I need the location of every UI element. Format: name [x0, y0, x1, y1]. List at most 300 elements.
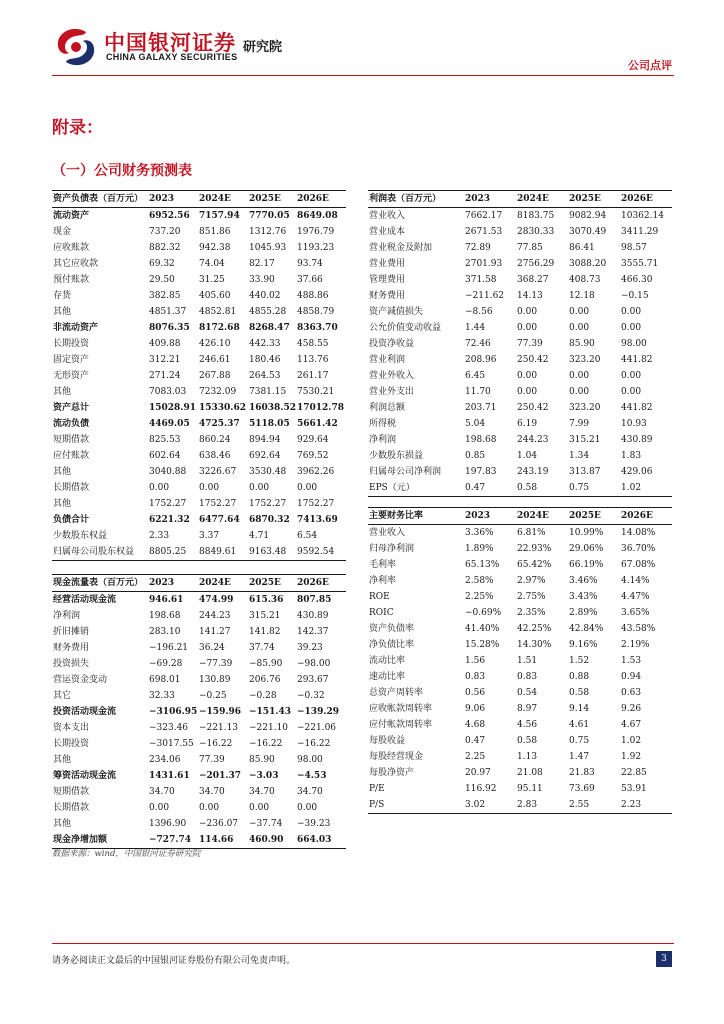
- value-cell: 77.39: [517, 339, 543, 349]
- appendix-title: 附录：: [52, 118, 103, 138]
- row-label: 应付账款: [53, 451, 90, 461]
- value-cell: 0.00: [249, 483, 270, 493]
- value-cell: 203.71: [465, 403, 497, 413]
- value-cell: −159.96: [199, 707, 241, 717]
- row-label: 营业税金及附加: [369, 243, 433, 253]
- table-row: [52, 224, 346, 240]
- value-cell: 9592.54: [296, 544, 346, 561]
- value-cell: 7.99: [569, 419, 590, 429]
- value-cell: 2.55: [568, 797, 620, 814]
- value-cell: −0.32: [297, 691, 325, 701]
- row-label: 应收账款: [53, 243, 90, 253]
- value-cell: 22.85: [621, 768, 647, 778]
- value-cell: 3070.49: [569, 227, 607, 237]
- value-cell: 430.89: [297, 611, 329, 621]
- table-row: [52, 640, 346, 656]
- value-cell: 440.02: [249, 291, 281, 301]
- row-label: 营业利润: [369, 355, 406, 365]
- value-cell: 0.58: [517, 736, 538, 746]
- value-cell: 0.00: [149, 483, 170, 493]
- value-cell: −236.07: [199, 819, 239, 829]
- value-cell: 1045.93: [249, 243, 287, 253]
- row-label: 现金净增加额: [52, 832, 148, 849]
- value-cell: 488.86: [297, 291, 329, 301]
- row-label: 折旧摊销: [53, 627, 90, 637]
- value-cell: 0.00: [517, 307, 538, 317]
- value-cell: 313.87: [569, 467, 601, 477]
- year-header-cell: 2026E: [620, 191, 672, 208]
- value-cell: −221.10: [249, 723, 289, 733]
- value-cell: 323.20: [569, 403, 601, 413]
- row-label: 营运资金变动: [53, 675, 108, 685]
- value-cell: 0.88: [569, 672, 590, 682]
- value-cell: 429.06: [621, 467, 653, 477]
- value-cell: −0.15: [621, 291, 649, 301]
- value-cell: −8.56: [465, 307, 493, 317]
- table-row: [52, 672, 346, 688]
- row-label: 管理费用: [369, 275, 406, 285]
- table-row: [368, 685, 672, 701]
- cash-flow-table: [52, 574, 346, 849]
- value-cell: 264.53: [249, 371, 281, 381]
- value-cell: 93.74: [297, 259, 323, 269]
- value-cell: 602.64: [149, 451, 181, 461]
- value-cell: 31.25: [199, 275, 225, 285]
- row-label: 每股经营现金: [369, 752, 424, 762]
- value-cell: 0.00: [199, 483, 220, 493]
- value-cell: 466.30: [621, 275, 653, 285]
- row-label: P/S: [368, 797, 464, 814]
- value-cell: 244.23: [517, 435, 549, 445]
- value-cell: 4.14%: [621, 576, 650, 586]
- value-cell: 692.64: [249, 451, 281, 461]
- table-row: [52, 272, 346, 288]
- row-label: 流动资产: [53, 211, 90, 221]
- year-header-cell: 2025E: [248, 575, 296, 592]
- table-row: [52, 720, 346, 736]
- value-cell: −221.06: [297, 723, 337, 733]
- row-label: 长期借款: [53, 803, 90, 813]
- brand-name-en: CHINA GALAXY SECURITIES: [106, 52, 238, 62]
- value-cell: 246.61: [199, 355, 231, 365]
- table-row: [52, 624, 346, 640]
- value-cell: 6221.32: [149, 515, 190, 525]
- value-cell: 197.83: [465, 467, 497, 477]
- value-cell: 3530.48: [249, 467, 287, 477]
- value-cell: 198.68: [465, 435, 497, 445]
- value-cell: 0.83: [517, 672, 538, 682]
- table-row: [368, 541, 672, 557]
- value-cell: 3.36%: [465, 528, 494, 538]
- value-cell: 293.67: [297, 675, 329, 685]
- table-row: [52, 480, 346, 496]
- table-row: [52, 512, 346, 528]
- value-cell: 860.24: [199, 435, 231, 445]
- table-row: [52, 464, 346, 480]
- value-cell: 15028.91: [149, 403, 196, 413]
- value-cell: 208.96: [465, 355, 497, 365]
- value-cell: 807.85: [297, 595, 332, 605]
- value-cell: 315.21: [249, 611, 281, 621]
- value-cell: 3226.67: [199, 467, 237, 477]
- value-cell: 6.81%: [517, 528, 546, 538]
- value-cell: 8363.70: [297, 323, 338, 333]
- table-row: [52, 656, 346, 672]
- value-cell: 5.04: [465, 419, 486, 429]
- value-cell: −4.53: [297, 771, 327, 781]
- row-label: P/E: [369, 784, 385, 794]
- value-cell: 2671.53: [465, 227, 503, 237]
- table-row: [368, 557, 672, 573]
- value-cell: 2.89%: [569, 608, 598, 618]
- value-cell: 7381.15: [249, 387, 287, 397]
- value-cell: 4852.81: [199, 307, 237, 317]
- table-row: [52, 320, 346, 336]
- row-label: 营业费用: [369, 259, 406, 269]
- year-header-cell: 2025E: [568, 508, 620, 525]
- value-cell: 29.06%: [569, 544, 604, 554]
- table-row: [368, 272, 672, 288]
- row-label: 资产负债率: [369, 624, 415, 634]
- value-cell: 8268.47: [249, 323, 290, 333]
- value-cell: 946.61: [149, 595, 184, 605]
- value-cell: −211.62: [465, 291, 505, 301]
- year-header-cell: 2025E: [248, 191, 296, 208]
- year-header-cell: 2024E: [516, 191, 568, 208]
- row-label: 归属母公司净利润: [369, 467, 442, 477]
- value-cell: −727.74: [148, 832, 198, 849]
- value-cell: 37.74: [249, 643, 275, 653]
- value-cell: 0.94: [621, 672, 642, 682]
- table-row: [52, 608, 346, 624]
- value-cell: 34.70: [199, 787, 225, 797]
- value-cell: 39.23: [297, 643, 323, 653]
- table-row: [52, 432, 346, 448]
- value-cell: 0.58: [516, 480, 568, 497]
- value-cell: 1976.79: [297, 227, 335, 237]
- value-cell: 894.94: [249, 435, 281, 445]
- value-cell: 42.25%: [517, 624, 552, 634]
- value-cell: 6.19: [517, 419, 538, 429]
- year-header-cell: 2023: [148, 575, 198, 592]
- value-cell: 271.24: [149, 371, 181, 381]
- value-cell: 1.02: [621, 736, 642, 746]
- row-label: 现金: [53, 227, 72, 237]
- value-cell: 250.42: [517, 355, 549, 365]
- value-cell: 323.20: [569, 355, 601, 365]
- value-cell: 0.75: [568, 480, 620, 497]
- table-row: [52, 592, 346, 609]
- table-row: [52, 304, 346, 320]
- year-header-cell: 2024E: [198, 575, 248, 592]
- table-row: [52, 528, 346, 544]
- value-cell: 0.54: [517, 688, 538, 698]
- value-cell: 7530.21: [297, 387, 335, 397]
- row-label: 资产总计: [53, 403, 90, 413]
- table-row: [368, 320, 672, 336]
- value-cell: 2.23: [620, 797, 672, 814]
- value-cell: 1312.76: [249, 227, 287, 237]
- value-cell: 664.03: [296, 832, 346, 849]
- table-row: [52, 208, 346, 225]
- table-title-cell: 现金流量表（百万元）: [52, 575, 148, 592]
- value-cell: 698.01: [149, 675, 181, 685]
- value-cell: 9.14: [569, 704, 590, 714]
- value-cell: 142.37: [297, 627, 329, 637]
- table-row: [52, 352, 346, 368]
- year-header-cell: 2025E: [568, 191, 620, 208]
- value-cell: 34.70: [249, 787, 275, 797]
- table-row: [368, 288, 672, 304]
- value-cell: 3.37: [199, 531, 220, 541]
- value-cell: 8172.68: [199, 323, 240, 333]
- row-label: 应付帐款周转率: [369, 720, 433, 730]
- value-cell: 3088.20: [569, 259, 607, 269]
- value-cell: 10362.14: [621, 211, 664, 221]
- value-cell: 2.35%: [517, 608, 546, 618]
- value-cell: 8849.61: [198, 544, 248, 561]
- value-cell: −69.28: [149, 659, 183, 669]
- row-label: 营业外支出: [369, 387, 415, 397]
- value-cell: 942.38: [199, 243, 231, 253]
- row-label: 投资损失: [53, 659, 90, 669]
- value-cell: 1752.27: [199, 499, 237, 509]
- value-cell: 141.82: [249, 627, 281, 637]
- page-number: 3: [656, 951, 672, 967]
- row-label: 归属母公司股东权益: [52, 544, 148, 561]
- year-header-cell: 2024E: [198, 191, 248, 208]
- value-cell: 267.88: [199, 371, 231, 381]
- row-label: ROE: [369, 592, 390, 602]
- table-row: [368, 637, 672, 653]
- value-cell: 442.33: [249, 339, 281, 349]
- value-cell: 8076.35: [149, 323, 190, 333]
- value-cell: 312.21: [149, 355, 181, 365]
- value-cell: 7083.03: [149, 387, 187, 397]
- value-cell: 0.00: [621, 307, 642, 317]
- row-label: 短期借款: [53, 435, 90, 445]
- value-cell: −3.03: [249, 771, 279, 781]
- value-cell: 15330.62: [199, 403, 246, 413]
- table-row: [52, 784, 346, 800]
- value-cell: 1193.23: [297, 243, 335, 253]
- row-label: 营业外收入: [369, 371, 415, 381]
- value-cell: 1.44: [465, 323, 486, 333]
- value-cell: 929.64: [297, 435, 329, 445]
- value-cell: 86.41: [569, 243, 595, 253]
- value-cell: 7770.05: [249, 211, 290, 221]
- institute-label: 研究院: [243, 40, 283, 55]
- value-cell: 14.08%: [621, 528, 656, 538]
- value-cell: 4.56: [517, 720, 538, 730]
- value-cell: 11.70: [465, 387, 491, 397]
- value-cell: 408.73: [569, 275, 601, 285]
- table-title-cell: 利润表（百万元）: [368, 191, 464, 208]
- row-label: 其他: [53, 755, 72, 765]
- value-cell: 1.47: [569, 752, 590, 762]
- value-cell: 4851.37: [149, 307, 187, 317]
- value-cell: 3.43%: [569, 592, 598, 602]
- value-cell: 29.50: [149, 275, 175, 285]
- table-row: [368, 240, 672, 256]
- value-cell: 4.61: [569, 720, 590, 730]
- value-cell: 82.17: [249, 259, 275, 269]
- value-cell: 4.71: [249, 531, 270, 541]
- row-label: 少数股东权益: [53, 531, 108, 541]
- value-cell: 0.00: [621, 387, 642, 397]
- row-label: 净负债比率: [369, 640, 415, 650]
- row-label: ROIC: [369, 608, 394, 618]
- table-row: [368, 400, 672, 416]
- value-cell: 441.82: [621, 403, 653, 413]
- table-row: [52, 768, 346, 784]
- value-cell: 1396.90: [149, 819, 187, 829]
- value-cell: 33.90: [249, 275, 275, 285]
- value-cell: 3040.88: [149, 467, 187, 477]
- value-cell: 851.86: [199, 227, 231, 237]
- row-label: 长期借款: [53, 483, 90, 493]
- report-type-label: 公司点评: [628, 59, 672, 72]
- value-cell: 250.42: [517, 403, 549, 413]
- value-cell: 0.56: [465, 688, 486, 698]
- value-cell: 14.13: [517, 291, 543, 301]
- value-cell: 6952.56: [149, 211, 190, 221]
- table-row: [52, 704, 346, 720]
- table-row: [52, 544, 346, 561]
- row-label: 归母净利润: [369, 544, 415, 554]
- value-cell: 0.75: [569, 736, 590, 746]
- value-cell: 67.08%: [621, 560, 656, 570]
- value-cell: 141.27: [199, 627, 231, 637]
- table-row: [52, 384, 346, 400]
- row-label: 应收帐款周转率: [369, 704, 433, 714]
- brand-name-cn: 中国银河证券: [104, 31, 236, 55]
- value-cell: 4.68: [465, 720, 486, 730]
- value-cell: 34.70: [297, 787, 323, 797]
- value-cell: 3962.26: [297, 467, 335, 477]
- row-label: 利润总额: [369, 403, 406, 413]
- table-row: [52, 336, 346, 352]
- row-label: 短期借款: [53, 787, 90, 797]
- row-label: 资产减值损失: [369, 307, 424, 317]
- value-cell: 16038.52: [249, 403, 296, 413]
- value-cell: 4.47%: [621, 592, 650, 602]
- row-label: 其它: [53, 691, 72, 701]
- row-label: 投资净收益: [369, 339, 415, 349]
- table-row: [368, 432, 672, 448]
- value-cell: 261.17: [297, 371, 329, 381]
- year-header-cell: 2026E: [620, 508, 672, 525]
- value-cell: 85.90: [249, 755, 275, 765]
- row-label: 长期投资: [53, 739, 90, 749]
- value-cell: 74.04: [199, 259, 225, 269]
- table-row: [368, 653, 672, 669]
- value-cell: 737.20: [149, 227, 181, 237]
- table-row: [52, 448, 346, 464]
- value-cell: 0.83: [465, 672, 486, 682]
- table-row: [52, 496, 346, 512]
- value-cell: 4858.79: [297, 307, 335, 317]
- value-cell: 1431.61: [149, 771, 190, 781]
- row-label: 其它应收款: [53, 259, 99, 269]
- value-cell: 2.58%: [465, 576, 494, 586]
- value-cell: 3.65%: [621, 608, 650, 618]
- value-cell: 1.83: [621, 451, 642, 461]
- table-row: [368, 589, 672, 605]
- value-cell: 1.34: [569, 451, 590, 461]
- value-cell: 882.32: [149, 243, 181, 253]
- row-label: 净利润: [369, 435, 397, 445]
- table-row: [368, 304, 672, 320]
- value-cell: 7413.69: [297, 515, 338, 525]
- value-cell: 460.90: [248, 832, 296, 849]
- table-row: [368, 336, 672, 352]
- disclaimer-text: 请务必阅读正文最后的中国银河证券股份有限公司免责声明。: [52, 956, 296, 966]
- value-cell: 73.69: [569, 784, 595, 794]
- value-cell: 1.51: [517, 656, 538, 666]
- table-row: [368, 368, 672, 384]
- value-cell: −85.90: [249, 659, 283, 669]
- value-cell: 244.23: [199, 611, 231, 621]
- value-cell: 4725.37: [199, 419, 240, 429]
- table-row: [52, 368, 346, 384]
- value-cell: 1.89%: [465, 544, 494, 554]
- value-cell: 234.06: [149, 755, 181, 765]
- value-cell: −37.74: [249, 819, 283, 829]
- row-label: 每股收益: [369, 736, 406, 746]
- table-row: [368, 464, 672, 480]
- value-cell: 2.25: [465, 752, 486, 762]
- row-label: 其他: [53, 387, 72, 397]
- row-label: 少数股东损益: [369, 451, 424, 461]
- table-header-row: [368, 508, 672, 525]
- value-cell: 22.93%: [517, 544, 552, 554]
- value-cell: 4855.28: [249, 307, 287, 317]
- value-cell: 2756.29: [517, 259, 555, 269]
- year-header-cell: 2023: [148, 191, 198, 208]
- value-cell: 9.06: [465, 704, 486, 714]
- value-cell: 1752.27: [149, 499, 187, 509]
- row-label: 长期投资: [53, 339, 90, 349]
- value-cell: 0.00: [517, 387, 538, 397]
- value-cell: 0.00: [249, 803, 270, 813]
- table-row: [368, 573, 672, 589]
- value-cell: −221.13: [199, 723, 239, 733]
- row-label: 其他: [53, 467, 72, 477]
- value-cell: 9.26: [621, 704, 642, 714]
- value-cell: 430.89: [621, 435, 653, 445]
- value-cell: −0.28: [249, 691, 277, 701]
- value-cell: 36.24: [199, 643, 225, 653]
- value-cell: 2.19%: [621, 640, 650, 650]
- value-cell: −98.00: [297, 659, 331, 669]
- value-cell: −39.23: [297, 819, 331, 829]
- value-cell: −16.22: [297, 739, 331, 749]
- row-label: 流动比率: [369, 656, 406, 666]
- row-label: 无形资产: [53, 371, 90, 381]
- table-row: [368, 224, 672, 240]
- value-cell: 65.42%: [517, 560, 552, 570]
- value-cell: 458.55: [297, 339, 329, 349]
- table-row: [52, 752, 346, 768]
- value-cell: 3411.29: [621, 227, 659, 237]
- table-row: [368, 717, 672, 733]
- value-cell: 98.57: [621, 243, 647, 253]
- value-cell: 4.67: [621, 720, 642, 730]
- value-cell: 2.97%: [517, 576, 546, 586]
- value-cell: 2.33: [149, 531, 170, 541]
- value-cell: 0.00: [621, 323, 642, 333]
